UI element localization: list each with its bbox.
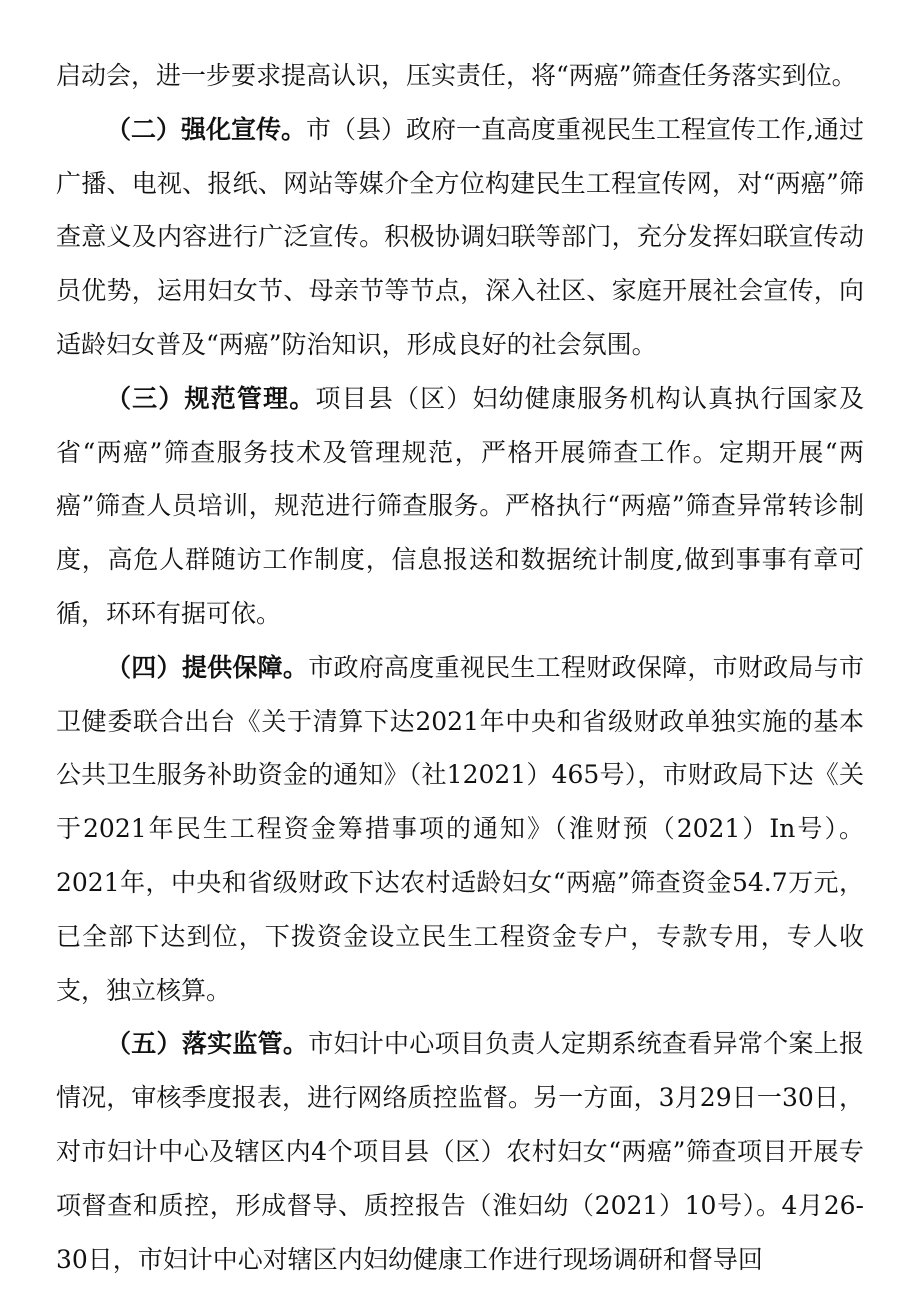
paragraph-continuation bbox=[56, 49, 864, 103]
paragraph-text: 市政府高度重视民生工程财政保障，市财政局与市卫健委联合出台《关于清算下达2021年中央和省级财政单独实施的基本公共卫生服务补助资金的通知》（社12021）465号），市财政局下达《关于2021年民生工程资金筹措事项的通知》（淮财预（2021）In号）。2021年，中央和省级财政下达农村适龄妇女“两癌”筛查资金54.7万元，已全部下达到位，下拨资金设立民生工程资金专户，专款专用，专人收支，独立核算。 bbox=[56, 652, 864, 1005]
section-heading: （二）强化宣传。 bbox=[106, 114, 307, 144]
paragraph-text: 市妇计中心项目负责人定期系统查看异常个案上报情况，审核季度报表，进行网络质控监督。另一方面，3月29日一30日，对市妇计中心及辖区内4个项目县（区）农村妇女“两癌”筛查项目开展专项督查和质控，形成督导、质控报告（淮妇幼（2021）10号）。4月26-30日，市妇计中心对辖区内妇幼健康工作进行现场调研和督导回 bbox=[56, 1029, 864, 1274]
paragraph-text: 项目县（区）妇幼健康服务机构认真执行国家及省“两癌”筛查服务技术及管理规范，严格开展筛查工作。定期开展“两癌”筛查人员培训，规范进行筛查服务。严格执行“两癌”筛查异常转诊制度，高危人群随访工作制度，信息报送和数据统计制度,做到事事有章可循，环环有据可依。 bbox=[56, 383, 864, 628]
paragraph-text: 启动会，进一步要求提高认识，压实责任，将“两癌”筛查任务落实到位。 bbox=[56, 61, 857, 90]
paragraph-publicity bbox=[56, 103, 864, 372]
section-heading: （五）落实监管。 bbox=[106, 1029, 309, 1059]
section-heading: （三）规范管理。 bbox=[106, 383, 316, 413]
section-heading: （四）提供保障。 bbox=[106, 652, 309, 682]
paragraph-guarantee bbox=[56, 641, 864, 1018]
paragraph-management bbox=[56, 372, 864, 641]
paragraph-text: 市（县）政府一直高度重视民生工程宣传工作,通过广播、电视、报纸、网站等媒介全方位构建民生工程宣传网，对“两癌”筛查意义及内容进行广泛宣传。积极协调妇联等部门，充分发挥妇联宣传动员优势，运用妇女节、母亲节等节点，深入社区、家庭开展社会宣传，向适龄妇女普及“两癌”防治知识，形成良好的社会氛围。 bbox=[56, 114, 864, 359]
paragraph-supervision bbox=[56, 1017, 864, 1286]
